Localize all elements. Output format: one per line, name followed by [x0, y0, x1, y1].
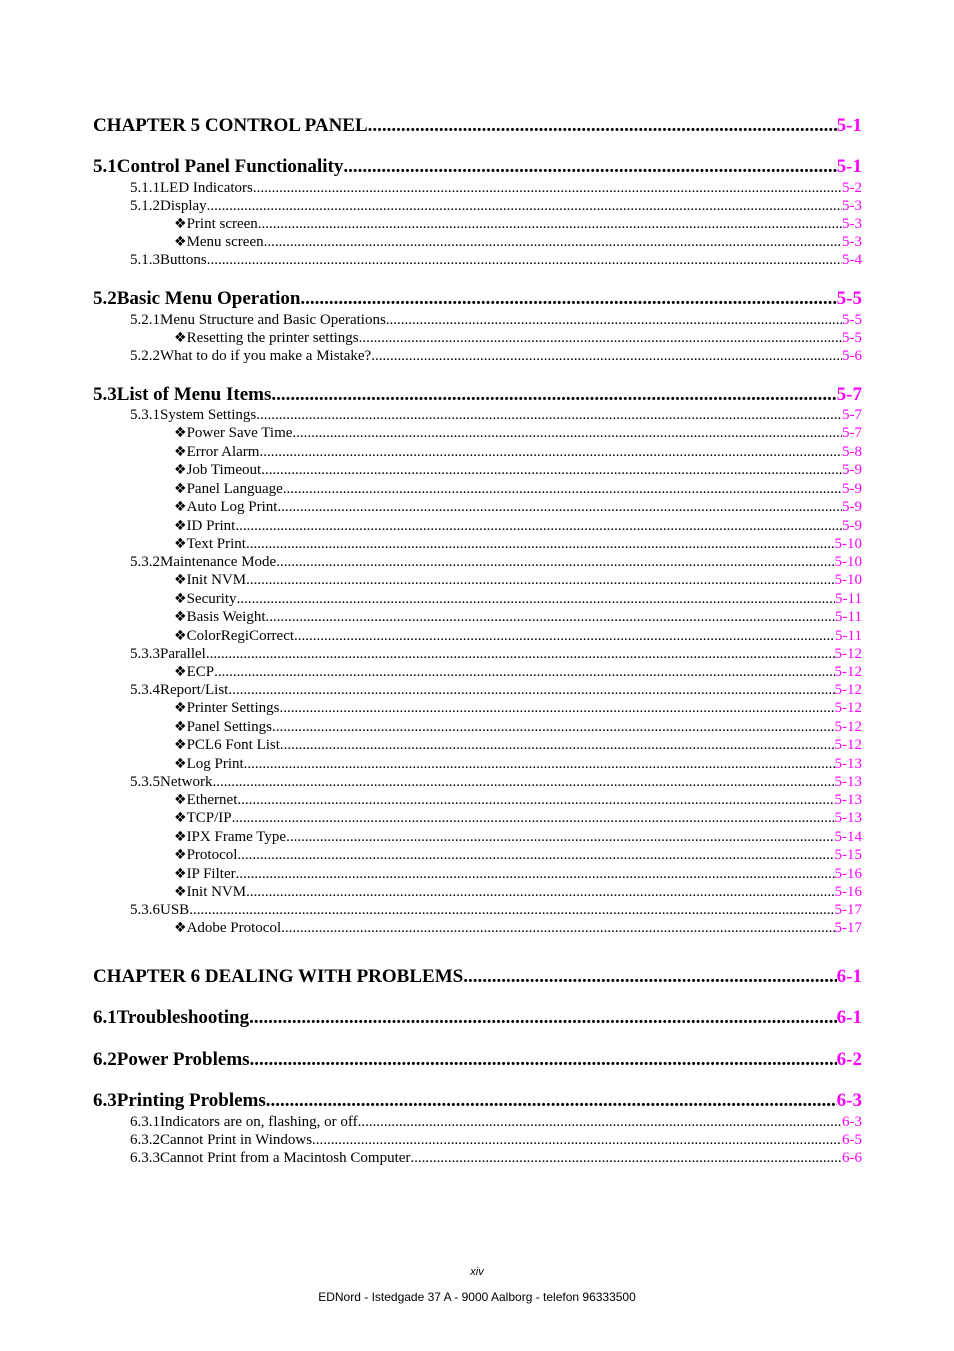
dot-leader: [266, 1090, 837, 1112]
diamond-bullet-icon: ❖: [174, 499, 187, 515]
toc-entry-item[interactable]: [174, 216, 862, 233]
dot-leader: [232, 810, 835, 827]
toc-entry-label: Panel Language: [186, 481, 283, 497]
toc-entry-label: Log Print: [186, 756, 244, 772]
toc-page-link[interactable]: 5-3: [842, 216, 862, 232]
diamond-bullet-icon: ❖: [174, 719, 187, 735]
toc-entry-number: 5.1.1: [130, 180, 160, 196]
toc-entry-label: Control Panel Functionality: [116, 156, 344, 177]
toc-page-link[interactable]: 5-1: [836, 115, 862, 136]
toc-entry-number: 6.3.2: [130, 1132, 160, 1148]
toc-entry-label: Printer Settings: [186, 700, 280, 716]
toc-page-link[interactable]: 5-13: [834, 756, 862, 772]
toc-entry-number: 6.3: [93, 1090, 117, 1111]
toc-page-link[interactable]: 5-7: [836, 384, 862, 405]
toc-entry-number: 5.3.2: [130, 554, 160, 570]
dot-leader: [237, 792, 834, 809]
diamond-bullet-icon: ❖: [174, 866, 187, 882]
toc-page-link[interactable]: 5-12: [834, 719, 862, 735]
toc-entry-number: 5.3.3: [130, 646, 160, 662]
toc-page-link[interactable]: 5-7: [842, 425, 862, 441]
toc-entry-label: Network: [160, 774, 213, 790]
dot-leader: [343, 156, 836, 178]
dot-leader: [359, 330, 842, 347]
toc-entry-item[interactable]: [174, 425, 862, 442]
toc-page-link[interactable]: 6-2: [836, 1049, 862, 1070]
diamond-bullet-icon: ❖: [174, 481, 187, 497]
toc-entry-section[interactable]: [93, 1090, 862, 1112]
toc-page-link[interactable]: 5-9: [842, 499, 862, 515]
dot-leader: [189, 902, 834, 919]
toc-entry-sub[interactable]: [130, 348, 862, 365]
dot-leader: [361, 1114, 842, 1131]
toc-entry-item[interactable]: [174, 609, 862, 626]
toc-entry-label: Resetting the printer settings: [186, 330, 359, 346]
toc-entry-label: TCP/IP: [186, 810, 232, 826]
toc-entry-item[interactable]: [174, 444, 862, 461]
diamond-bullet-icon: ❖: [174, 884, 187, 900]
toc-entry-item[interactable]: [174, 719, 862, 736]
dot-leader: [237, 591, 835, 608]
toc-entry-sub[interactable]: [130, 1132, 862, 1149]
toc-page-link[interactable]: 6-3: [842, 1114, 862, 1130]
toc-page-link[interactable]: 5-1: [836, 156, 862, 177]
dot-leader: [312, 1132, 842, 1149]
toc-entry-item[interactable]: [174, 536, 862, 553]
diamond-bullet-icon: ❖: [174, 756, 187, 772]
toc-page-link[interactable]: 5-3: [842, 198, 862, 214]
toc-entry-item[interactable]: [174, 330, 862, 347]
toc-entry-sub[interactable]: [130, 180, 862, 197]
dot-leader: [256, 407, 842, 424]
toc-page-link[interactable]: 6-3: [836, 1090, 862, 1111]
toc-entry-number: 6.1: [93, 1007, 117, 1028]
toc-page-link[interactable]: 5-11: [835, 628, 862, 644]
toc-entry-item[interactable]: [174, 628, 862, 645]
diamond-bullet-icon: ❖: [174, 536, 187, 552]
toc-entry-sub[interactable]: [130, 252, 862, 269]
toc-entry-section[interactable]: [93, 1049, 862, 1071]
toc-entry-number: 5.2.2: [130, 348, 160, 364]
toc-entry-label: ECP: [186, 664, 215, 680]
toc-entry-label: Buttons: [160, 252, 207, 268]
toc-entry-number: 5.3.6: [130, 902, 160, 918]
dot-leader: [271, 384, 836, 406]
toc-entry-label: Menu screen: [186, 234, 264, 250]
diamond-bullet-icon: ❖: [174, 628, 187, 644]
toc-entry-number: 5.2: [93, 288, 117, 309]
diamond-bullet-icon: ❖: [174, 810, 187, 826]
dot-leader: [266, 609, 836, 626]
toc-entry-item[interactable]: [174, 756, 862, 773]
toc-entry-label: CHAPTER 6 DEALING WITH PROBLEMS: [93, 966, 464, 987]
toc-entry-section[interactable]: [93, 288, 862, 310]
dot-leader: [368, 115, 837, 137]
toc-entry-item[interactable]: [174, 737, 862, 754]
diamond-bullet-icon: ❖: [174, 518, 187, 534]
toc-page-link[interactable]: 5-12: [834, 646, 862, 662]
toc-page-link[interactable]: 5-14: [834, 829, 862, 845]
toc-page-link[interactable]: 5-16: [834, 884, 862, 900]
toc-page-link[interactable]: 5-12: [834, 664, 862, 680]
toc-entry-label: Init NVM: [186, 572, 247, 588]
dot-leader: [463, 966, 836, 988]
toc-entry-label: Protocol: [186, 847, 238, 863]
toc-entry-number: 5.1: [93, 156, 117, 177]
diamond-bullet-icon: ❖: [174, 330, 187, 346]
dot-leader: [207, 252, 842, 269]
toc-page-link[interactable]: 5-10: [834, 536, 862, 552]
dot-leader: [283, 481, 842, 498]
toc-entry-number: 6.3.1: [130, 1114, 160, 1130]
toc-entry-item[interactable]: [174, 591, 862, 608]
toc-entry-number: 5.3.5: [130, 774, 160, 790]
dot-leader: [264, 234, 842, 251]
toc-entry-label: ID Print: [186, 518, 236, 534]
dot-leader: [281, 920, 834, 937]
toc-entry-section[interactable]: [93, 384, 862, 406]
dot-leader: [207, 198, 842, 215]
diamond-bullet-icon: ❖: [174, 462, 187, 478]
toc-entry-label: LED Indicators: [160, 180, 253, 196]
dot-leader: [237, 847, 834, 864]
toc-entry-item[interactable]: [174, 810, 862, 827]
toc-entry-item[interactable]: [174, 572, 862, 589]
toc-entry-sub[interactable]: [130, 682, 862, 699]
diamond-bullet-icon: ❖: [174, 572, 187, 588]
toc-page-link[interactable]: 5-5: [842, 330, 862, 346]
toc-entry-label: Indicators are on, flashing, or off.: [160, 1114, 362, 1130]
toc-entry-item[interactable]: [174, 847, 862, 864]
toc-entry-label: Job Timeout: [186, 462, 262, 478]
toc-entry-number: 6.3.3: [130, 1150, 160, 1166]
diamond-bullet-icon: ❖: [174, 737, 187, 753]
toc-entry-number: 5.3.4: [130, 682, 160, 698]
dot-leader: [250, 1049, 837, 1071]
footer-address: EDNord - Istedgade 37 A - 9000 Aalborg - telefon 96333500: [318, 1290, 636, 1304]
toc-entry-label: Menu Structure and Basic Operations: [160, 312, 386, 328]
diamond-bullet-icon: ❖: [174, 591, 187, 607]
dot-leader: [280, 737, 835, 754]
toc-page-link[interactable]: 5-12: [834, 682, 862, 698]
toc-page-link[interactable]: 5-17: [834, 920, 862, 936]
toc-entry-item[interactable]: [174, 829, 862, 846]
toc-entry-number: 5.1.2: [130, 198, 160, 214]
toc-page-link[interactable]: 5-9: [842, 481, 862, 497]
toc-entry-label: PCL6 Font List: [186, 737, 280, 753]
toc-page-link[interactable]: 5-6: [842, 348, 862, 364]
toc-entry-label: Init NVM: [186, 884, 247, 900]
toc-page-link[interactable]: 5-12: [834, 700, 862, 716]
toc-entry-label: USB: [160, 902, 190, 918]
dot-leader: [246, 884, 834, 901]
toc-entry-item[interactable]: [174, 792, 862, 809]
toc-entry-item[interactable]: [174, 481, 862, 498]
toc-entry-number: 5.3: [93, 384, 117, 405]
toc-entry-label: CHAPTER 5 CONTROL PANEL: [93, 115, 368, 136]
toc-page-link[interactable]: 5-7: [842, 407, 862, 423]
toc-entry-item[interactable]: [174, 884, 862, 901]
toc-entry-sub[interactable]: [130, 774, 862, 791]
toc-entry-sub[interactable]: [130, 312, 862, 329]
toc-entry-label: Cannot Print from a Macintosh Computer: [160, 1150, 411, 1166]
toc-entry-sub[interactable]: [130, 646, 862, 663]
dot-leader: [279, 700, 834, 717]
toc-entry-label: Print screen: [186, 216, 258, 232]
toc-entry-section[interactable]: [93, 156, 862, 178]
toc-entry-number: 5.3.1: [130, 407, 160, 423]
dot-leader: [300, 288, 836, 310]
toc-page-link[interactable]: 6-1: [836, 1007, 862, 1028]
toc-page-link[interactable]: 5-17: [834, 902, 862, 918]
toc-entry-section[interactable]: [93, 1007, 862, 1029]
dot-leader: [206, 646, 835, 663]
toc-page-link[interactable]: 5-8: [842, 444, 862, 460]
dot-leader: [371, 348, 842, 365]
toc-page-link[interactable]: 5-9: [842, 462, 862, 478]
toc-entry-chapter[interactable]: [93, 966, 862, 988]
toc-entry-label: Text Print: [186, 536, 246, 552]
dot-leader: [258, 216, 842, 233]
toc-entry-label: IPX Frame Type: [186, 829, 287, 845]
toc-page-link[interactable]: 5-9: [842, 518, 862, 534]
toc-entry-label: Adobe Protocol: [186, 920, 282, 936]
toc-page-link[interactable]: 5-11: [835, 609, 862, 625]
dot-leader: [214, 664, 834, 681]
toc-page-link[interactable]: 5-4: [842, 252, 862, 268]
toc-entry-sub[interactable]: [130, 1150, 862, 1167]
toc-entry-label: Cannot Print in Windows: [160, 1132, 313, 1148]
diamond-bullet-icon: ❖: [174, 216, 187, 232]
diamond-bullet-icon: ❖: [174, 664, 187, 680]
toc-entry-sub[interactable]: [130, 407, 862, 424]
dot-leader: [261, 462, 842, 479]
toc-entry-number: 5.1.3: [130, 252, 160, 268]
dot-leader: [259, 444, 842, 461]
toc-entry-label: Power Save Time: [186, 425, 293, 441]
toc-page-link[interactable]: 5-15: [834, 847, 862, 863]
toc-entry-number: 5.2.1: [130, 312, 160, 328]
toc-page-link[interactable]: 5-5: [836, 288, 862, 309]
toc-page-link[interactable]: 5-13: [834, 792, 862, 808]
dot-leader: [249, 1007, 837, 1029]
dot-leader: [246, 572, 834, 589]
toc-page-link[interactable]: 5-13: [834, 810, 862, 826]
toc-entry-item[interactable]: [174, 866, 862, 883]
dot-leader: [292, 425, 842, 442]
toc-page-link[interactable]: 5-10: [834, 554, 862, 570]
toc-entry-item[interactable]: [174, 700, 862, 717]
diamond-bullet-icon: ❖: [174, 920, 187, 936]
dot-leader: [386, 312, 842, 329]
toc-entry-number: 6.2: [93, 1049, 117, 1070]
toc-entry-label: Panel Settings: [186, 719, 272, 735]
toc-page-link[interactable]: 5-5: [842, 312, 862, 328]
toc-entry-sub[interactable]: [130, 554, 862, 571]
toc-entry-label: Report/List: [160, 682, 229, 698]
toc-entry-chapter[interactable]: [93, 115, 862, 137]
page-number: xiv: [470, 1266, 484, 1278]
diamond-bullet-icon: ❖: [174, 847, 187, 863]
toc-entry-label: Display: [160, 198, 207, 214]
toc-page-link[interactable]: 5-2: [842, 180, 862, 196]
toc-entry-item[interactable]: [174, 234, 862, 251]
toc-entry-sub[interactable]: [130, 198, 862, 215]
diamond-bullet-icon: ❖: [174, 234, 187, 250]
dot-leader: [213, 774, 835, 791]
toc-entry-label: Troubleshooting: [116, 1007, 250, 1028]
toc-entry-sub[interactable]: [130, 1114, 862, 1131]
dot-leader: [244, 756, 835, 773]
toc-page-link[interactable]: 5-10: [834, 572, 862, 588]
toc-entry-label: Maintenance Mode: [160, 554, 277, 570]
toc-page-link[interactable]: 6-1: [836, 966, 862, 987]
dot-leader: [228, 682, 834, 699]
dot-leader: [410, 1150, 842, 1167]
toc-entry-item[interactable]: [174, 499, 862, 516]
toc-entry-item[interactable]: [174, 664, 862, 681]
dot-leader: [294, 628, 835, 645]
toc-entry-label: Basis Weight: [186, 609, 266, 625]
dot-leader: [286, 829, 834, 846]
dot-leader: [253, 180, 842, 197]
toc-entry-label: Security: [186, 591, 237, 607]
diamond-bullet-icon: ❖: [174, 609, 187, 625]
toc-entry-label: System Settings: [160, 407, 257, 423]
toc-entry-label: ColorRegiCorrect: [186, 628, 295, 644]
dot-leader: [246, 536, 835, 553]
toc-entry-item[interactable]: [174, 462, 862, 479]
toc-entry-label: Basic Menu Operation: [116, 288, 301, 309]
toc-entry-label: Power Problems: [116, 1049, 250, 1070]
toc-entry-label: Auto Log Print: [186, 499, 278, 515]
toc-entry-label: Ethernet: [186, 792, 238, 808]
toc-page-link[interactable]: 5-12: [834, 737, 862, 753]
toc-entry-label: What to do if you make a Mistake?: [160, 348, 372, 364]
toc-entry-label: Printing Problems: [116, 1090, 266, 1111]
toc-entry-item[interactable]: [174, 518, 862, 535]
dot-leader: [272, 719, 835, 736]
toc-entry-label: Parallel: [160, 646, 206, 662]
toc-page-link[interactable]: 6-6: [842, 1150, 862, 1166]
toc-entry-label: IP Filter: [186, 866, 236, 882]
toc-entry-item[interactable]: [174, 920, 862, 937]
diamond-bullet-icon: ❖: [174, 425, 187, 441]
dot-leader: [276, 554, 834, 571]
dot-leader: [236, 866, 835, 883]
toc-page-link[interactable]: 5-13: [834, 774, 862, 790]
toc-entry-label: Error Alarm: [186, 444, 260, 460]
toc-entry-sub[interactable]: [130, 902, 862, 919]
diamond-bullet-icon: ❖: [174, 700, 187, 716]
diamond-bullet-icon: ❖: [174, 829, 187, 845]
dot-leader: [235, 518, 842, 535]
diamond-bullet-icon: ❖: [174, 444, 187, 460]
toc-page-link[interactable]: 5-3: [842, 234, 862, 250]
toc-entry-label: List of Menu Items: [116, 384, 272, 405]
toc-page-link[interactable]: 5-11: [835, 591, 862, 607]
dot-leader: [277, 499, 842, 516]
diamond-bullet-icon: ❖: [174, 792, 187, 808]
toc-page-link[interactable]: 5-16: [834, 866, 862, 882]
toc-page-link[interactable]: 6-5: [842, 1132, 862, 1148]
